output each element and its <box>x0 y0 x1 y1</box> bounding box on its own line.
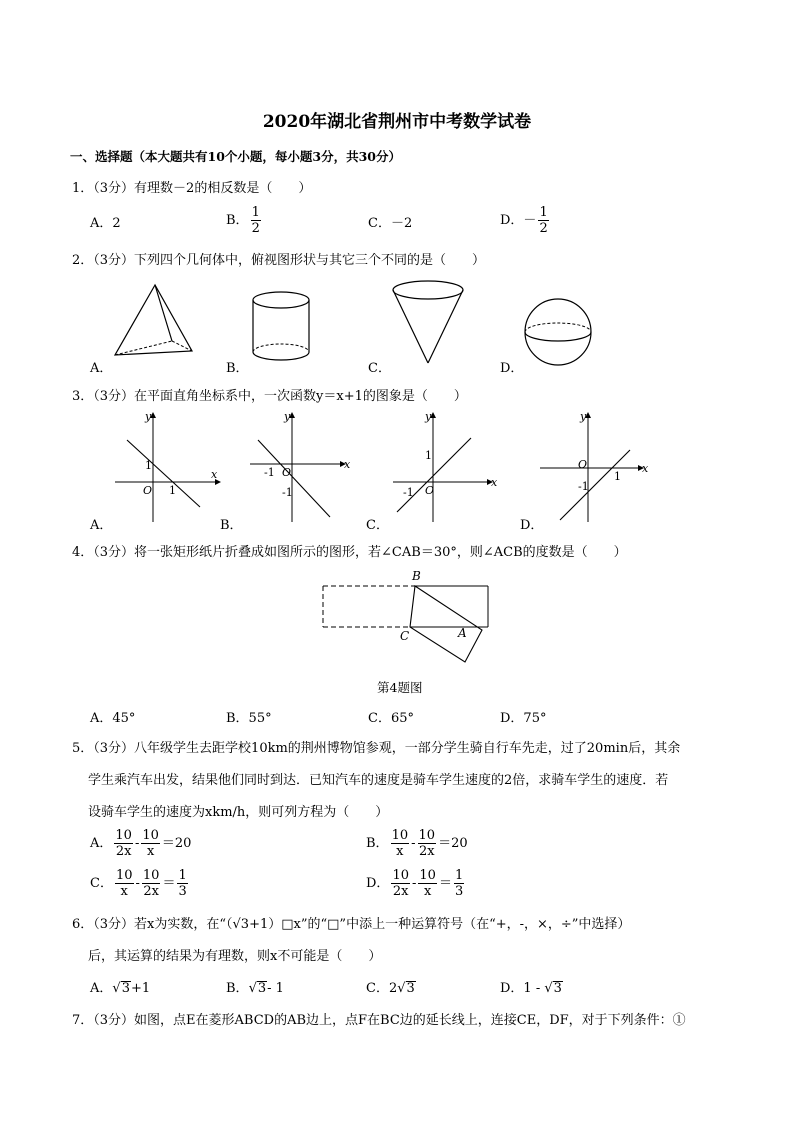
q6-option-d: D．1 - √3 <box>500 981 562 996</box>
x-label: x <box>211 468 218 481</box>
q6-option-c: C．2√3 <box>366 981 415 996</box>
q4-option-b: B．55° <box>226 711 272 726</box>
q1-option-d: D．－ $\frac{1}{2}$ <box>500 205 548 236</box>
question-2: 2．（3分）下列四个几何体中，俯视图形状与其它三个不同的是（ ） <box>72 253 486 268</box>
y-intercept-label: 1 <box>145 459 152 472</box>
x-intercept-label: -1 <box>264 466 275 479</box>
q5-option-a: A． $\frac{10}{2x}$ - $\frac{10}{x}$ ＝20 <box>90 828 192 859</box>
q3-graph-a <box>115 412 225 527</box>
y-label: y <box>145 410 152 423</box>
q5-option-b: B． $\frac{10}{x}$ - $\frac{10}{2x}$ ＝20 <box>366 828 468 859</box>
figure-caption: 第4题图 <box>377 680 423 695</box>
q2-option-c: C． <box>368 361 391 376</box>
y-label: y <box>580 410 587 423</box>
q3-option-a: A． <box>90 518 113 533</box>
origin-label: O <box>282 466 292 479</box>
point-c-label: C <box>400 629 410 643</box>
q3-option-d: D． <box>520 518 544 533</box>
q4-option-d: D．75° <box>500 711 547 726</box>
question-4: 4．（3分）将一张矩形纸片折叠成如图所示的图形，若∠CAB＝30°，则∠ACB的度数是（ ） <box>72 545 627 560</box>
q4-folded-paper-figure <box>320 566 500 666</box>
q3-option-b: B． <box>220 518 243 533</box>
q5-option-d: D． $\frac{10}{2x}$ - $\frac{10}{x}$ ＝ $\frac{1}{3}$ <box>366 868 464 899</box>
y-intercept-label: -1 <box>282 486 293 499</box>
q3-option-c: C． <box>366 518 389 533</box>
sphere-figure <box>520 295 600 370</box>
x-label: x <box>491 476 498 489</box>
question-6-line-1: 6．（3分）若x为实数，在“（√3+1）□x”的“□”中添上一种运算符号（在“+，-，×，÷”中选择） <box>72 917 631 932</box>
q3-graph-c <box>393 412 503 527</box>
point-a-label: A <box>458 626 467 640</box>
q1-option-a: A．2 <box>90 216 121 231</box>
page-title: 2020年湖北省荆州市中考数学试卷 <box>262 112 532 132</box>
section-heading: 一、选择题（本大题共有10个小题，每小题3分，共30分） <box>70 149 401 164</box>
q4-option-c: C．65° <box>368 711 414 726</box>
pyramid-figure <box>110 283 200 363</box>
cylinder-figure <box>248 290 318 365</box>
x-intercept-label: 1 <box>614 470 621 483</box>
question-1: 1．（3分）有理数－2的相反数是（ ） <box>72 181 312 196</box>
cone-figure <box>388 278 468 368</box>
origin-label: O <box>578 458 588 471</box>
x-label: x <box>642 462 649 475</box>
q1-option-b: B． $\frac{1}{2}$ <box>226 205 260 236</box>
x-label: x <box>344 458 351 471</box>
q3-graph-d <box>540 412 650 527</box>
x-intercept-label: 1 <box>169 484 176 497</box>
y-label: y <box>425 410 432 423</box>
origin-label: O <box>143 484 153 497</box>
q5-option-c: C． $\frac{10}{x}$ - $\frac{10}{2x}$ ＝ $\frac{1}{3}$ <box>90 868 187 899</box>
q6-option-a: A．√3+1 <box>90 981 151 996</box>
x-intercept-label: -1 <box>403 486 414 499</box>
q4-option-a: A．45° <box>90 711 136 726</box>
question-5-line-3: 设骑车学生的速度为xkm/h，则可列方程为（ ） <box>88 805 389 820</box>
q6-option-b: B．√3- 1 <box>226 981 284 996</box>
q2-option-d: D． <box>500 361 524 376</box>
question-5-line-1: 5．（3分）八年级学生去距学校10km的荆州博物馆参观，一部分学生骑自行车先走，过了20min后，其余 <box>72 741 681 756</box>
y-label: y <box>284 410 291 423</box>
origin-label: O <box>425 484 435 497</box>
y-intercept-label: -1 <box>578 480 589 493</box>
q2-option-b: B． <box>226 361 249 376</box>
question-6-line-2: 后，其运算的结果为有理数，则x不可能是（ ） <box>88 949 382 964</box>
question-5-line-2: 学生乘汽车出发，结果他们同时到达．已知汽车的速度是骑车学生速度的2倍，求骑车学生的速度．若 <box>88 773 669 788</box>
question-7: 7．（3分）如图，点E在菱形ABCD的AB边上，点F在BC边的延长线上，连接CE，DF，对于下列条件：① <box>72 1013 686 1028</box>
point-b-label: B <box>412 569 421 583</box>
q2-option-a: A． <box>90 361 113 376</box>
y-intercept-label: 1 <box>425 449 432 462</box>
q3-graph-b <box>250 412 360 527</box>
q1-option-c: C．－2 <box>368 216 413 231</box>
question-3: 3．（3分）在平面直角坐标系中，一次函数y＝x+1的图象是（ ） <box>72 389 467 404</box>
